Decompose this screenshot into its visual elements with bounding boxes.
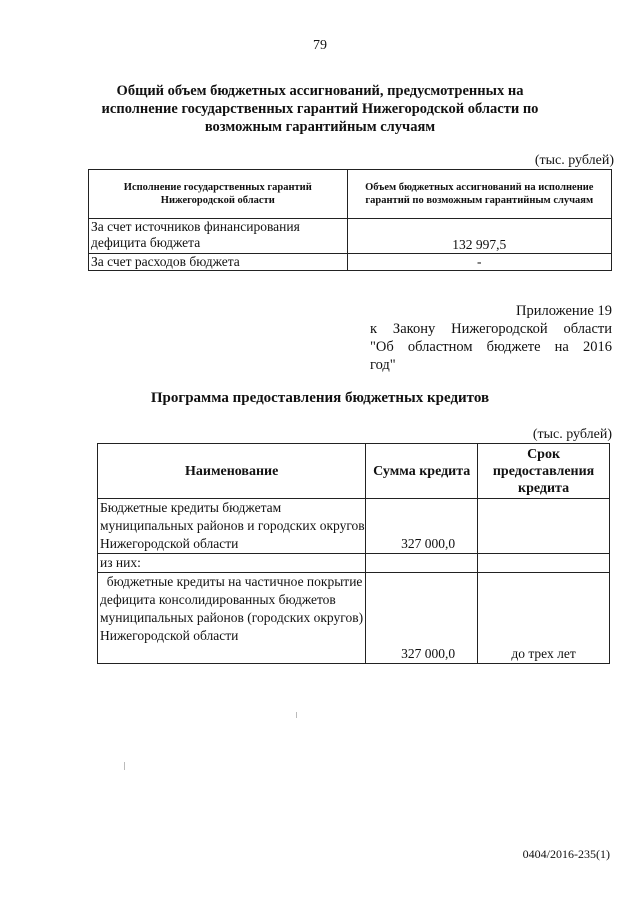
row-name: За счет источников финансирования дефицита бюджета	[89, 219, 348, 254]
row-term	[478, 499, 610, 554]
table-row	[98, 499, 610, 554]
appendix-block	[370, 302, 612, 374]
credits-table	[97, 443, 610, 664]
table-row	[89, 219, 612, 254]
table-row	[98, 573, 610, 664]
table-header-row	[89, 170, 612, 219]
column-header-guarantee: Исполнение государственных гарантий Нижегородской области	[89, 170, 348, 219]
table-row	[98, 554, 610, 573]
scan-mark	[296, 712, 297, 718]
scan-mark	[124, 762, 125, 770]
column-header-amount: Сумма кредита	[366, 444, 478, 499]
document-code: 0404/2016-235(1)	[522, 847, 610, 861]
row-term	[478, 554, 610, 573]
row-value: -	[347, 254, 611, 271]
table-header-row	[98, 444, 610, 499]
row-term: до трех лет	[478, 573, 610, 664]
row-amount	[366, 554, 478, 573]
row-amount: 327 000,0	[366, 573, 478, 664]
guarantees-table	[88, 169, 612, 271]
section2-title: Программа предоставления бюджетных кредитов	[150, 390, 490, 406]
column-header-term: Срок предоставления кредита	[478, 444, 610, 499]
page-number: 79	[313, 38, 327, 53]
appendix-number: Приложение 19	[516, 303, 612, 319]
column-header-allocation: Объем бюджетных ассигнований на исполнение гарантий по возможным гарантийным случаям	[347, 170, 611, 219]
appendix-budget-line: "Об областном бюджете на 2016	[370, 339, 612, 355]
row-name: Бюджетные кредиты бюджетам муниципальных районов и городских округов Нижегородской области	[98, 499, 366, 554]
row-name: За счет расходов бюджета	[89, 254, 348, 271]
row-name: бюджетные кредиты на частичное покрытие дефицита консолидированных бюджетов муниципальных районов (городских округов) Нижегородской области	[98, 573, 366, 664]
column-header-name: Наименование	[98, 444, 366, 499]
row-name: из них:	[98, 554, 366, 573]
appendix-law-line: к Закону Нижегородской области	[370, 321, 612, 337]
appendix-year-line: год"	[370, 357, 396, 373]
table-row	[89, 254, 612, 271]
section1-units: (тыс. рублей)	[534, 153, 614, 168]
section1-title: Общий объем бюджетных ассигнований, предусмотренных на исполнение государственных гарантий Нижегородской области по возможным гарантийным случаям	[101, 83, 539, 135]
section2-units: (тыс. рублей)	[532, 427, 612, 442]
row-amount: 327 000,0	[366, 499, 478, 554]
row-value: 132 997,5	[347, 219, 611, 254]
